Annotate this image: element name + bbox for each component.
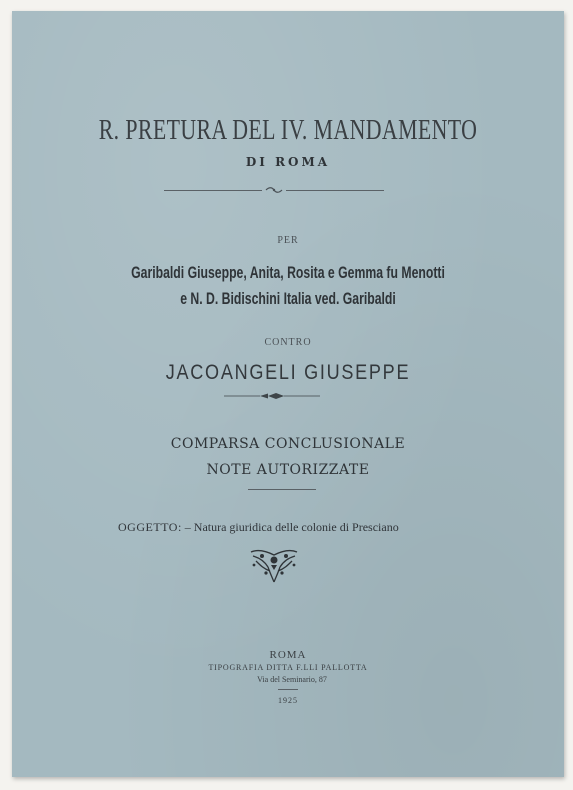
printer-address: Via del Seminario, 87 (257, 675, 327, 684)
defendant-name: JACOANGELI GIUSEPPE (165, 361, 411, 384)
publication-year: 1925 (278, 696, 298, 705)
per-label: PER (277, 235, 299, 246)
arrow-divider-icon (224, 392, 320, 400)
floral-vignette-icon (248, 547, 300, 585)
title-rule-right (286, 190, 384, 191)
plaintiffs-line-1: Garibaldi Giuseppe, Anita, Rosita e Gemma fu Menotti (131, 263, 445, 282)
subject-line (118, 520, 399, 535)
pamphlet-cover (12, 11, 564, 777)
document-type-line-1: COMPARSA CONCLUSIONALE (170, 436, 406, 452)
imprint-rule (278, 689, 298, 690)
subject-text: – Natura giuridica delle colonie di Presciano (184, 520, 399, 534)
document-type-line-2: NOTE AUTORIZZATE (206, 462, 370, 478)
court-subtitle: DI ROMA (245, 155, 331, 169)
subject-label: OGGETTO: (118, 520, 182, 534)
plaintiffs-line-2: e N. D. Bidischini Italia ved. Garibaldi (180, 289, 396, 308)
printer-city: ROMA (269, 649, 307, 661)
document-type-rule (248, 489, 316, 490)
contro-label: CONTRO (264, 337, 312, 348)
swirl-ornament-icon (265, 187, 283, 193)
court-title: R. PRETURA DEL IV. MANDAMENTO (98, 115, 478, 146)
title-rule-left (164, 190, 262, 191)
printer-name: TIPOGRAFIA DITTA F.LLI PALLOTTA (208, 663, 368, 672)
